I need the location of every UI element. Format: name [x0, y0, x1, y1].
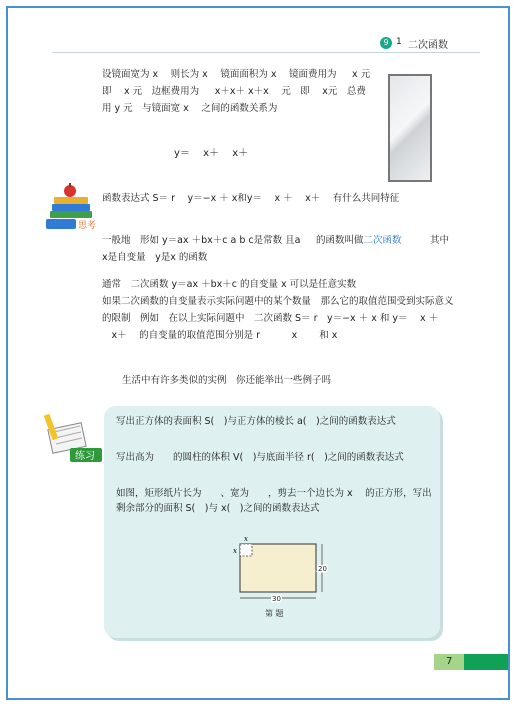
practice-pencil-icon: [42, 412, 102, 464]
fig-x-top: x: [244, 535, 248, 543]
fig-height-label: 20: [318, 565, 327, 573]
think-books-icon: [46, 182, 104, 230]
exercise-2: 写出高为 的圆柱的体积 V( )与底面半径 r( )之间的函数表达式: [116, 452, 404, 463]
fig-x-left: x: [233, 547, 237, 555]
practice-label: 练习: [75, 451, 95, 462]
section-number: 1: [396, 37, 402, 47]
domain-line-2: 如果二次函数的自变量表示实际问题中的某个数量 那么它的取值范围受到实际意义的限制 例如 在以上实际问题中 二次函数 S＝ r y＝−x ＋ x 和 y＝ x ＋ x＋ 的自变量的取值范围分别是 r x 和 x: [102, 296, 454, 341]
think-label: 思考: [78, 221, 97, 230]
examples-question: 生活中有许多类似的实例 你还能举出一些例子吗: [122, 375, 332, 386]
page-number: 7: [446, 656, 453, 667]
fig-width-label: 30: [272, 595, 281, 603]
exercise-1: 写出正方体的表面积 S( )与正方体的棱长 a( )之间的函数表达式: [116, 416, 396, 427]
page-number-bar: [464, 654, 508, 670]
quadratic-function-term: 二次函数: [363, 235, 402, 246]
domain-line-1: 通常 二次函数 y＝ax ＋bx＋c 的自变量 x 可以是任意实数: [102, 279, 357, 290]
intro-paragraph: 设镜面宽为 x 则长为 x 镜面面积为 x 镜面费用为 x 元 即 x 元 边框费用为 x＋x＋ x＋x 元 即 x元 总费用 y 元 与镜面宽 x 之间的函数关系为: [102, 69, 380, 114]
exercise-3: 如图，矩形纸片长为 、宽为 ，剪去一个边长为 x 的正方形，写出剩余部分的面积 S( )与 x( )之间的函数表达式: [116, 488, 432, 514]
section-title: 二次函数: [408, 40, 448, 51]
think-question: 函数表达式 S＝ r y＝−x ＋ x和y＝ x ＋ x＋ 有什么共同特征: [102, 193, 400, 204]
header-rule: [52, 52, 480, 53]
cost-formula: y＝ x＋ x＋: [174, 148, 249, 159]
figure-caption: 第 题: [265, 609, 284, 618]
definition-paragraph: [102, 232, 454, 266]
section-badge: 9: [380, 37, 392, 49]
domain-paragraph: [102, 276, 454, 344]
definition-text-after: 其中 x是自变量 y是x 的函数: [102, 235, 450, 263]
definition-text-before: 一般地 形如 y＝ax ＋bx＋c a b c是常数 且a 的函数叫做: [102, 235, 364, 246]
mirror-illustration: [388, 74, 432, 182]
section-header: [380, 36, 480, 52]
